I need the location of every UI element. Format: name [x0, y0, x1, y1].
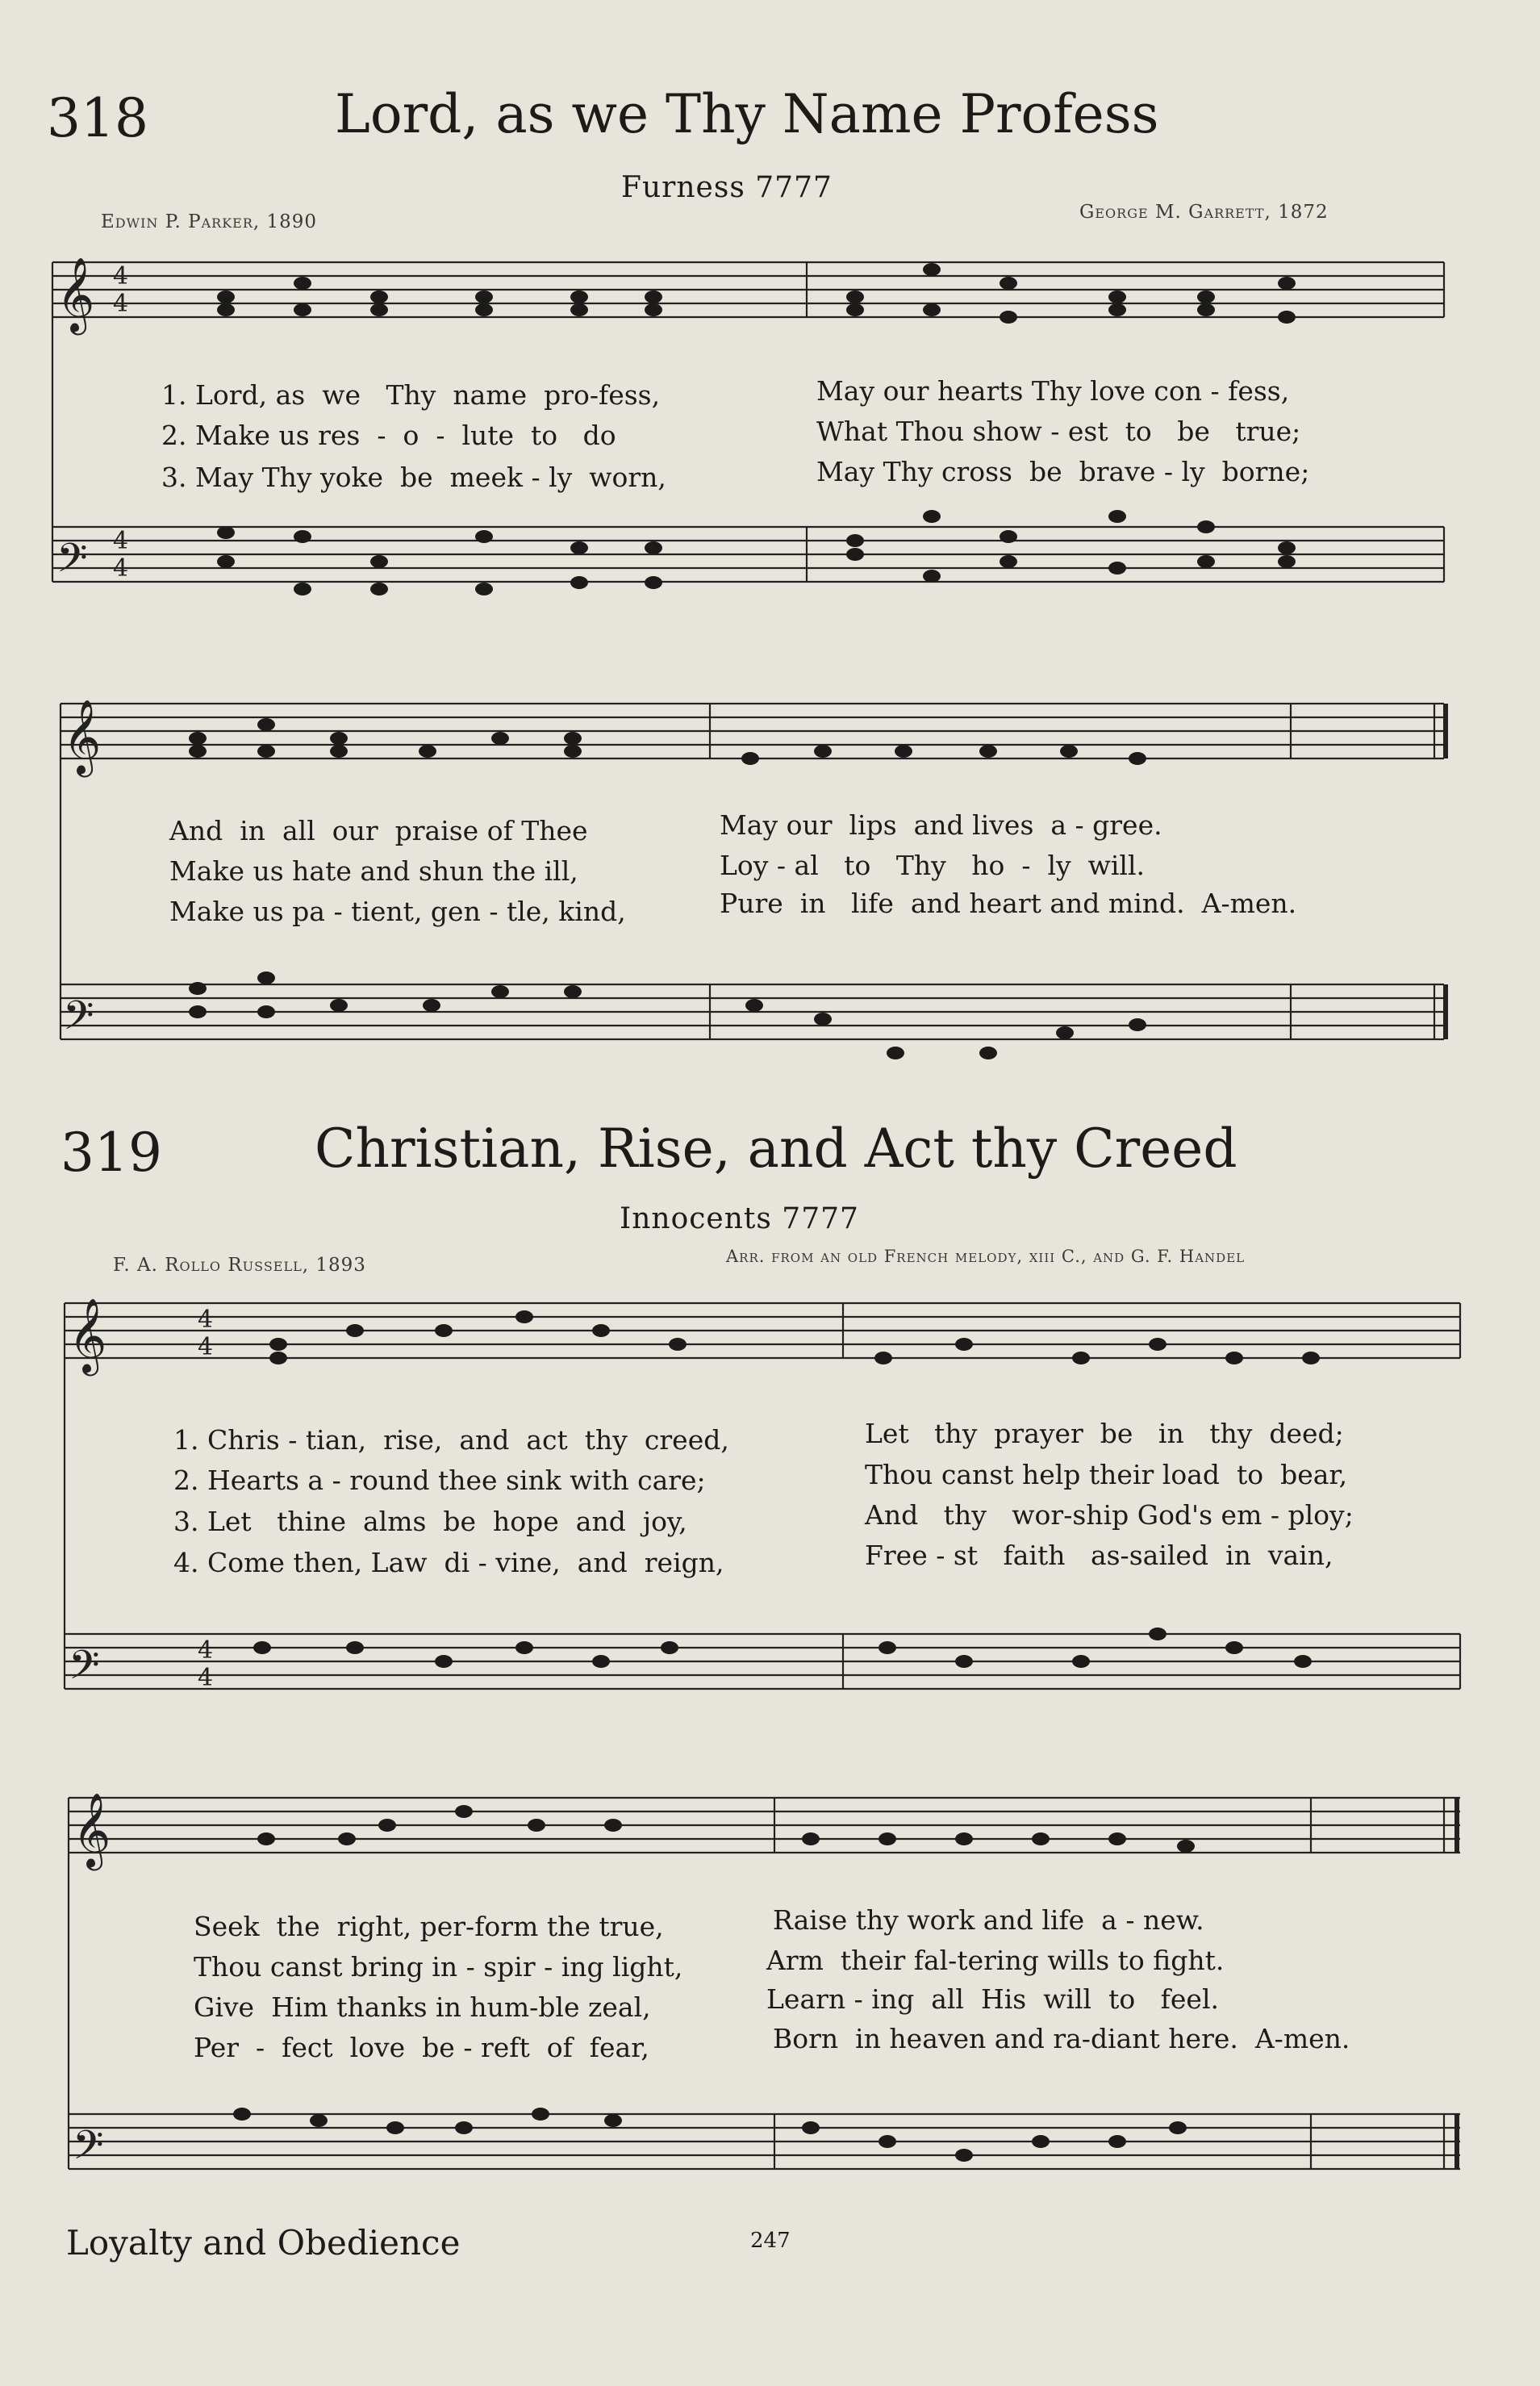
svg-text:4: 4	[198, 1333, 214, 1361]
lyric-line: Thou canst help their load to bear,	[865, 1459, 1348, 1490]
hymn-number: 319	[61, 1122, 162, 1184]
composer-credit: Arr. from an old French melody, xiii C., and G. F. Handel	[726, 1247, 1246, 1266]
lyric-line: Give Him thanks in hum-ble zeal,	[194, 1991, 651, 2023]
lyric-line: And in all our praise of Thee	[169, 815, 588, 846]
svg-text:𝄞: 𝄞	[56, 257, 95, 332]
lyric-line: Loy - al to Thy ho - ly will.	[720, 850, 1146, 881]
composer-credit: George M. Garrett, 1872	[1079, 202, 1329, 223]
lyric-line: Make us pa - tient, gen - tle, kind,	[169, 896, 626, 927]
lyric-line: Seek the right, per-form the true,	[194, 1911, 664, 1942]
section-title: Loyalty and Obedience	[66, 2223, 461, 2263]
svg-text:4: 4	[113, 290, 129, 318]
lyric-line: Raise thy work and life a - new.	[773, 1904, 1204, 1936]
hymn-number: 318	[47, 87, 148, 149]
svg-text:4: 4	[113, 262, 129, 290]
lyric-line: May Thy cross be brave - ly borne;	[816, 456, 1310, 487]
page-number: 247	[750, 2229, 791, 2253]
lyric-line: And thy wor-ship God's em - ploy;	[865, 1499, 1354, 1531]
lyric-line: Thou canst bring in - spir - ing light,	[194, 1951, 683, 1983]
lyric-line: 1. Chris - tian, rise, and act thy creed,	[173, 1424, 729, 1456]
lyric-line: Free - st faith as-sailed in vain,	[865, 1540, 1333, 1571]
svg-text:𝄢: 𝄢	[56, 535, 88, 591]
svg-text:𝄞: 𝄞	[63, 699, 102, 774]
hymn-title: Lord, as we Thy Name Profess	[335, 83, 1159, 145]
lyric-line: 1. Lord, as we Thy name pro-fess,	[161, 379, 661, 411]
lyric-line: Arm their fal-tering wills to fight.	[766, 1945, 1225, 1976]
lyric-line: Make us hate and shun the ill,	[169, 855, 578, 887]
hymn-title: Christian, Rise, and Act thy Creed	[315, 1118, 1237, 1180]
lyric-line: Learn - ing all His will to feel.	[766, 1983, 1219, 2015]
svg-text:𝄢: 𝄢	[69, 1642, 100, 1699]
svg-text:𝄞: 𝄞	[69, 1297, 107, 1373]
author-credit: F. A. Rollo Russell, 1893	[113, 1255, 366, 1276]
lyric-line: May our hearts Thy love con - fess,	[816, 375, 1290, 407]
lyric-line: 4. Come then, Law di - vine, and reign,	[173, 1547, 724, 1578]
lyric-line: 3. May Thy yoke be meek - ly worn,	[161, 462, 666, 493]
svg-text:4: 4	[198, 1664, 214, 1692]
svg-text:4: 4	[198, 1306, 214, 1334]
svg-text:4: 4	[113, 527, 129, 555]
lyric-line: What Thou show - est to be true;	[816, 416, 1301, 447]
svg-text:𝄢: 𝄢	[73, 2122, 104, 2179]
lyric-line: Pure in life and heart and mind. A-men.	[720, 888, 1297, 919]
lyric-line: 2. Hearts a - round thee sink with care;	[173, 1465, 706, 1496]
author-credit: Edwin P. Parker, 1890	[101, 211, 318, 232]
svg-text:4: 4	[113, 554, 129, 583]
svg-text:4: 4	[198, 1636, 214, 1665]
svg-text:𝄢: 𝄢	[63, 992, 94, 1049]
lyric-line: Let thy prayer be in thy deed;	[865, 1418, 1344, 1449]
lyric-line: 2. Make us res - o - lute to do	[161, 420, 616, 451]
lyric-line: Born in heaven and ra-diant here. A-men.	[773, 2023, 1350, 2054]
lyric-line: 3. Let thine alms be hope and joy,	[173, 1506, 687, 1537]
lyric-line: Per - fect love be - reft of fear,	[194, 2032, 649, 2063]
svg-text:𝄞: 𝄞	[73, 1792, 111, 1867]
tune-name: Furness 7777	[621, 171, 833, 204]
lyric-line: May our lips and lives a - gree.	[720, 809, 1162, 841]
tune-name: Innocents 7777	[620, 1202, 859, 1235]
